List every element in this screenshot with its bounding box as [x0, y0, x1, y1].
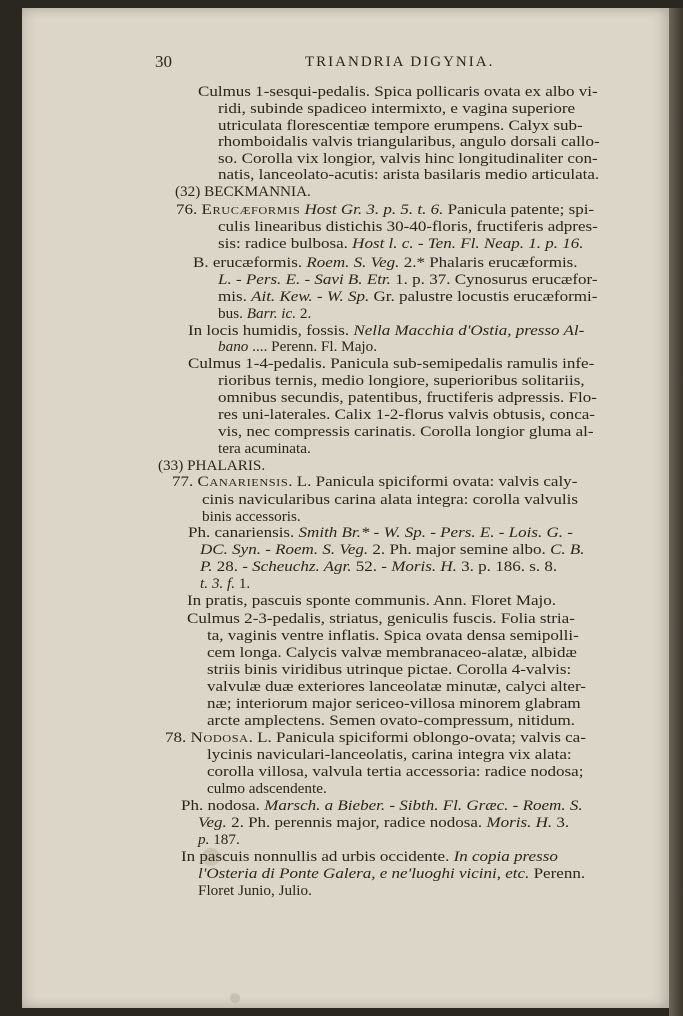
text-run: 28. -	[212, 558, 253, 575]
text-line	[218, 338, 377, 355]
text-run: rioribus ternis, medio longiore, superioribus solitariis,	[218, 372, 585, 389]
text-run: 1.	[235, 575, 251, 592]
text-run: sis: radice bulbosa.	[218, 235, 353, 252]
text-run: . L. Panicula spiciformi oblongo-ovata; valvis ca-	[248, 729, 586, 746]
text-line	[218, 166, 599, 183]
text-run: næ; interiorum major sericeo-villosa minorem glabram	[207, 695, 581, 712]
text-run: Panicula patente; spi-	[443, 201, 595, 218]
text-run: Culmus 2-3-pedalis, striatus, geniculis fuscis. Folia stria-	[187, 610, 575, 627]
text-run: Host Gr. 3. p. 5. t. 6.	[304, 201, 444, 218]
text-run: Canariensis	[197, 473, 289, 490]
text-run: In pratis, pascuis sponte communis. Ann. Floret Majo.	[187, 592, 556, 609]
text-run: Nella Macchia d'Ostia, presso Al-	[353, 322, 585, 339]
text-run: 2.* Phalaris erucæformis.	[399, 254, 578, 271]
text-run: Culmus 1-4-pedalis. Panicula sub-semipedalis ramulis infe-	[188, 355, 595, 372]
text-run: 1. p. 37. Cynosurus erucæfor-	[390, 271, 598, 288]
page-number: 30	[155, 52, 172, 71]
text-line	[176, 201, 594, 218]
text-run: C. B.	[550, 541, 585, 558]
text-run: Smith Br.* - W. Sp. - Pers. E. - Lois. G. -	[298, 524, 573, 541]
text-run: vis, nec compressis carinatis. Corolla longior gluma al-	[218, 423, 594, 440]
text-run: Moris. H.	[391, 558, 457, 575]
text-line	[218, 100, 575, 117]
text-run: culmo adscendente.	[207, 780, 327, 797]
text-run: res uni-laterales. Calix 1-2-florus valvis obtusis, conca-	[218, 406, 595, 423]
text-run: valvulæ duæ exteriores lanceolatæ minutæ, calyci alter-	[207, 678, 586, 695]
text-line	[158, 457, 265, 474]
text-line	[198, 83, 598, 100]
text-line	[218, 372, 585, 389]
text-run: tera acuminata.	[218, 440, 311, 457]
text-line	[181, 797, 583, 814]
text-run: (32) BECKMANNIA.	[175, 183, 311, 200]
text-run: Nodosa	[190, 729, 249, 746]
text-run: Floret Junio, Julio.	[198, 882, 312, 899]
text-run: Scheuchz. Agr.	[252, 558, 352, 575]
text-run: p.	[198, 831, 210, 848]
text-run: 2. Ph. major semine albo.	[368, 541, 551, 558]
text-line	[207, 661, 571, 678]
text-line	[207, 763, 583, 780]
text-run: binis accessoris.	[202, 508, 301, 525]
text-run: Veg.	[198, 814, 227, 831]
text-run: Culmus 1-sesqui-pedalis. Spica pollicaris ovata ex albo vi-	[198, 83, 598, 100]
page-edge	[669, 8, 683, 1016]
text-line	[187, 610, 575, 627]
text-run: natis, lanceolato-acutis: arista basilaris medio articulata.	[218, 166, 600, 183]
text-run: L. - Pers. E. - Savi B. Etr.	[218, 271, 391, 288]
text-line	[218, 271, 598, 288]
text-line	[202, 508, 301, 525]
text-run: 78.	[165, 729, 191, 746]
text-run: 52. -	[351, 558, 392, 575]
text-run: striis binis viridibus utrinque pictae. Corolla 4-valvis:	[207, 661, 572, 678]
text-run: Gr. palustre locustis erucæformi-	[369, 288, 598, 305]
text-run: Moris. H.	[486, 814, 553, 831]
text-run: Erucæformis	[201, 201, 301, 218]
text-line	[218, 423, 594, 440]
text-line	[207, 712, 575, 729]
text-line	[181, 848, 558, 865]
text-run: B. erucæformis.	[193, 254, 307, 271]
text-run: In pascuis nonnullis ad urbis occidente.	[181, 848, 454, 865]
text-line	[202, 491, 578, 508]
text-line	[188, 355, 594, 372]
text-run: 2.	[296, 305, 312, 322]
text-run: rhomboidalis valvis triangularibus, angulo dorsali callo-	[218, 133, 600, 150]
text-run: Perenn.	[529, 865, 586, 882]
text-line	[218, 389, 597, 406]
text-run: In copia presso	[453, 848, 558, 865]
text-run: bano	[218, 338, 249, 355]
text-run: Ph. canariensis.	[188, 524, 299, 541]
paper-stain	[230, 993, 240, 1003]
text-run: 3. p. 186. s. 8.	[456, 558, 558, 575]
text-run: mis.	[218, 288, 252, 305]
text-line	[207, 644, 577, 661]
text-line	[218, 440, 311, 457]
text-run: arcte amplectens. Semen ovato-compressum, nitidum.	[207, 712, 575, 729]
text-run: DC. Syn. - Roem. S. Veg.	[200, 541, 369, 558]
text-line	[218, 218, 598, 235]
running-title: TRIANDRIA DIGYNIA.	[305, 54, 495, 70]
text-run: ridi, subinde spadiceo intermixto, e vagina superiore	[218, 100, 576, 117]
text-run: utriculata florescentiæ tempore erumpens. Calyx sub-	[218, 117, 583, 134]
text-line	[165, 729, 586, 746]
text-run: ta, vaginis ventre inflatis. Spica ovata densa semipolli-	[207, 627, 579, 644]
text-run: (33) PHALARIS.	[158, 457, 266, 474]
text-line	[200, 575, 250, 592]
text-line	[175, 183, 311, 200]
text-run: . L. Panicula spiciformi ovata: valvis caly-	[288, 473, 578, 490]
text-run: 187.	[209, 831, 240, 848]
text-run: Host l. c. - Ten. Fl. Neap. 1. p. 16.	[352, 235, 584, 252]
text-line	[187, 592, 556, 609]
text-line	[198, 814, 569, 831]
text-line	[200, 541, 585, 558]
text-run: P.	[200, 558, 213, 575]
text-run: 77.	[172, 473, 198, 490]
text-line	[218, 133, 600, 150]
text-line	[188, 524, 573, 541]
text-line	[198, 865, 585, 882]
text-line	[172, 473, 577, 490]
text-run: corolla villosa, valvula tertia accessoria: radice nodosa;	[207, 763, 584, 780]
text-run: t. 3. f.	[200, 575, 236, 592]
text-line	[188, 322, 584, 339]
text-run: Marsch. a Bieber. - Sibth. Fl. Græc. - Roem. S.	[264, 797, 583, 814]
text-run: .... Perenn. Fl. Majo.	[248, 338, 378, 355]
text-line	[193, 254, 578, 271]
page-header	[155, 52, 615, 74]
text-run: bus.	[218, 305, 247, 322]
text-run: Barr. ic.	[246, 305, 297, 322]
text-run: Roem. S. Veg.	[306, 254, 400, 271]
text-run: Ph. nodosa.	[181, 797, 265, 814]
text-line	[198, 831, 240, 848]
text-line	[218, 406, 595, 423]
text-run: l'Osteria di Ponte Galera, e ne'luoghi vicini, etc.	[198, 865, 530, 882]
text-run: cem longa. Calycis valvæ membranaceo-alatæ, albidæ	[207, 644, 577, 661]
text-line	[207, 746, 572, 763]
text-line	[207, 678, 586, 695]
text-run: 2. Ph. perennis major, radice nodosa.	[226, 814, 487, 831]
text-line	[200, 558, 557, 575]
text-run: lycinis naviculari-lanceolatis, carina integra vix alata:	[207, 746, 572, 763]
text-line	[198, 882, 312, 899]
text-line	[207, 695, 581, 712]
text-run: 76.	[176, 201, 202, 218]
text-line	[218, 150, 598, 167]
text-run: omnibus secundis, patentibus, fructiferis adpressis. Flo-	[218, 389, 597, 406]
text-line	[218, 288, 597, 305]
text-run: 3.	[552, 814, 570, 831]
text-run: Ait. Kew. - W. Sp.	[251, 288, 370, 305]
text-line	[207, 627, 579, 644]
text-run: so. Corolla vix longior, valvis hinc longitudinaliter con-	[218, 150, 598, 167]
text-line	[218, 235, 584, 252]
text-run: In locis humidis, fossis.	[188, 322, 354, 339]
text-line	[218, 117, 583, 134]
text-run: culis linearibus distichis 30-40-floris, fructiferis adpres-	[218, 218, 598, 235]
text-line	[218, 305, 311, 322]
text-run: cinis navicularibus carina alata integra: corolla valvulis	[202, 491, 578, 508]
text-line	[207, 780, 327, 797]
